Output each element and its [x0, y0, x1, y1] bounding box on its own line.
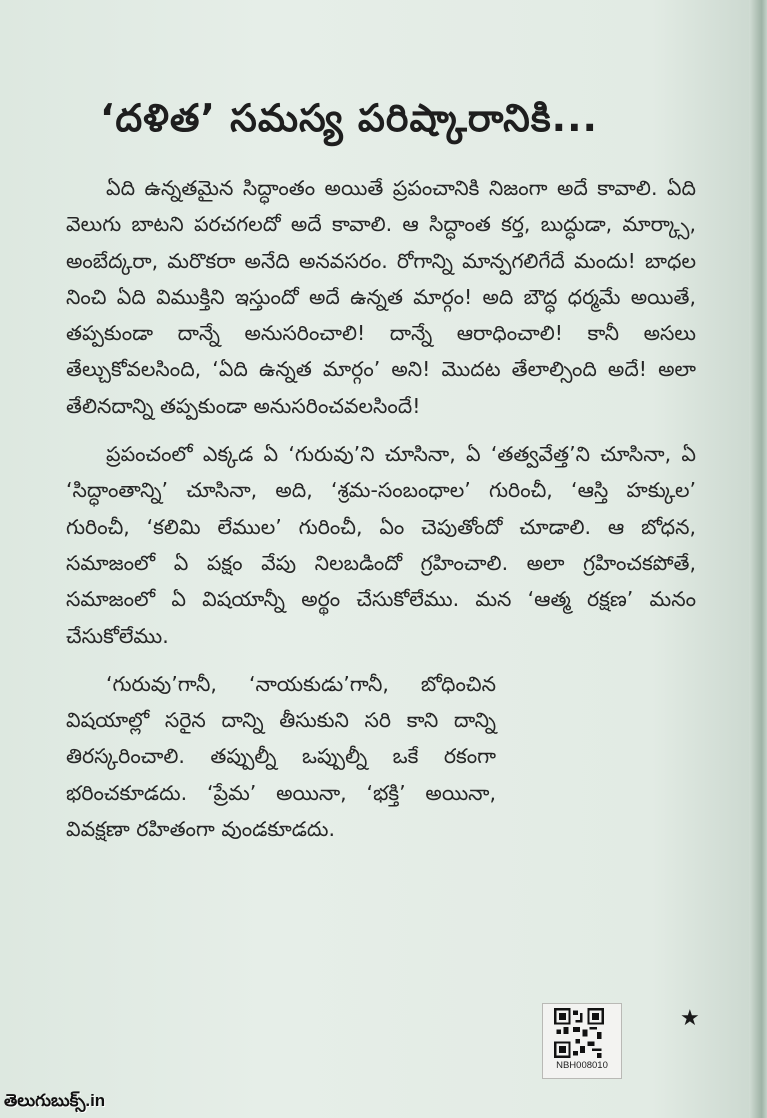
- barcode-sticker: [542, 1003, 622, 1079]
- qr-code-icon: [553, 1008, 605, 1058]
- paragraph-1: ఏది ఉన్నతమైన సిద్ధాంతం అయితే ప్రపంచానికి నిజంగా అదే కావాలి. ఏది వెలుగు బాటని పరచగలదో అదే కావాలి. ఆ సిద్ధాంత కర్త, బుద్ధుడా, మార్క్సా, అంబేద్కరా, మరొకరా అనేది అనవసరం. రోగాన్ని మాన్పగలిగేదే మందు! బాధల నించి ఏది విముక్తిని ఇస్తుందో అదే ఉన్నత మార్గం! అది బౌద్ధ ధర్మమే అయితే, తప్పకుండా దాన్నే అనుసరించాలి! దాన్నే ఆరాధించాలి! కానీ అసలు తేల్చుకోవలసింది, ‘ఏది ఉన్నత మార్గం’ అని! మొదట తేలాల్సింది అదే! అలా తేలినదాన్ని తప్పకుండా అనుసరించవలసిందే!: [66, 176, 696, 418]
- end-star-icon: ★: [680, 1006, 700, 1031]
- body-text: [66, 170, 696, 847]
- paragraph-3: ‘గురువు’గానీ, ‘నాయకుడు’గానీ, బోధించిన విషయాల్లో సరైన దాన్ని తీసుకుని సరి కాని దాన్ని తిరస్కరించాలి. తప్పుల్నీ ఒప్పుల్నీ ఒకే రకంగా భరించకూడదు. ‘ప్రేమ’ అయినా, ‘భక్తి’ అయినా, వివక్షణా రహితంగా వుండకూడదు.: [66, 671, 496, 842]
- site-watermark: తెలుగుబుక్స్.in: [4, 1091, 106, 1110]
- cover-edge: [749, 0, 767, 1118]
- paragraph-2: ప్రపంచంలో ఎక్కడ ఏ ‘గురువు’ని చూసినా, ఏ ‘తత్వవేత్త’ని చూసినా, ఏ ‘సిద్ధాంతాన్ని’ చూసినా, అది, ‘శ్రమ-సంబంధాల’ గురించీ, ‘ఆస్తి హక్కుల’ గురించీ, ‘కలిమి లేముల’ గురించీ, ఏం చెపుతోందో చూడాలి. ఆ బోధన, సమాజంలో ఏ పక్షం వేపు నిలబడిందో గ్రహించాలి. అలా గ్రహించకపోతే, సమాజంలో ఏ విషయాన్నీ అర్థం చేసుకోలేము. మన ‘ఆత్మ రక్షణ’ మనం చేసుకోలేము.: [66, 442, 696, 648]
- page-title: ‘దళిత’ సమస్య పరిష్కారానికి...: [100, 96, 598, 140]
- sticker-code: NBH008010: [556, 1060, 608, 1071]
